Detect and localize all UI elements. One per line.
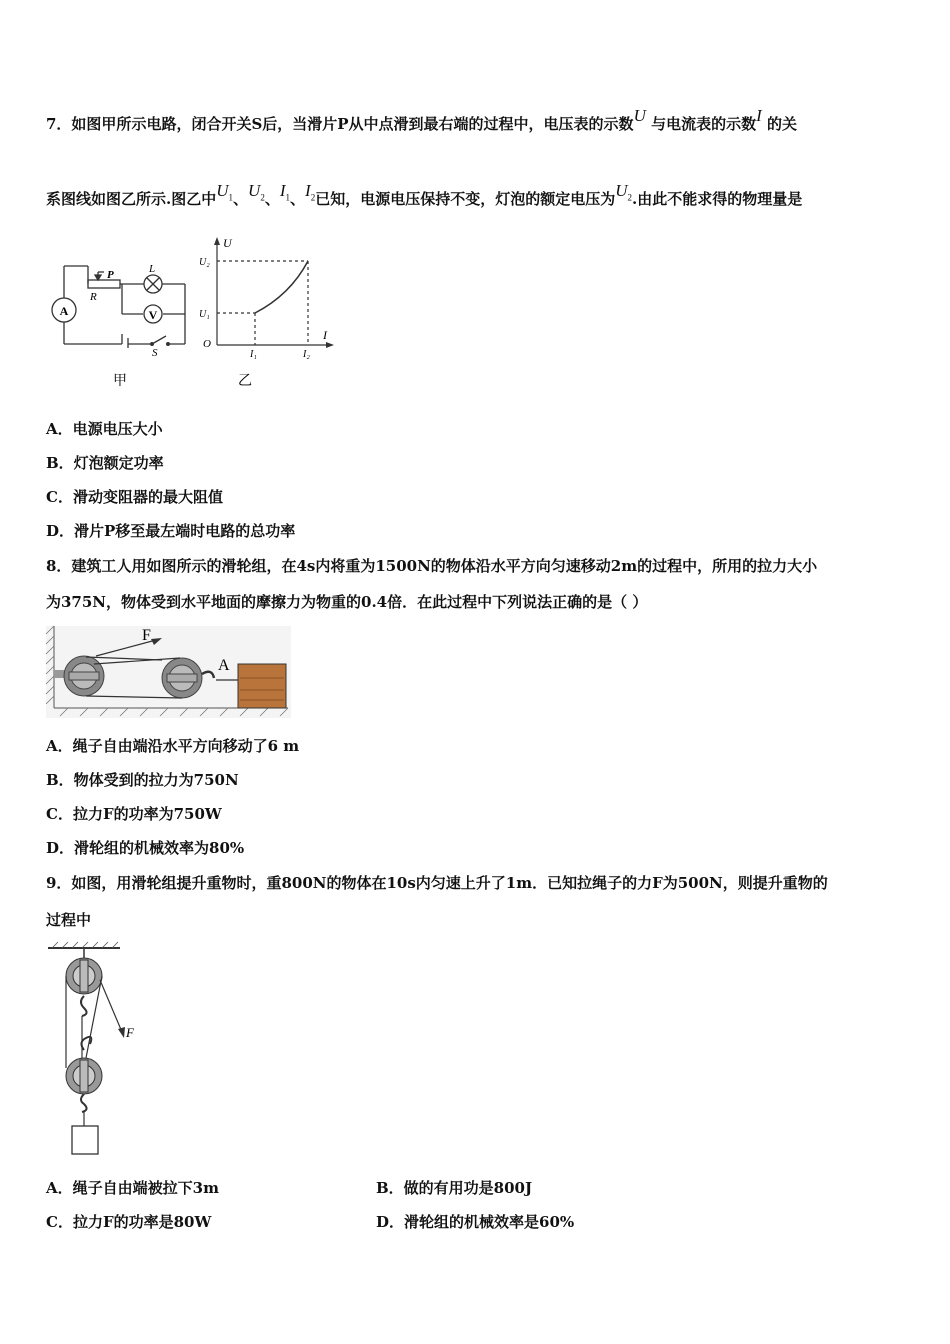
vertical-pulley-diagram (46, 940, 146, 1160)
circuit-diagram (40, 238, 200, 393)
q8-line-2: 为375N，物体受到水平地面的摩擦力为物重的0.4倍．在此过程中下列说法正确的是（ ） (46, 593, 648, 611)
axis-i-label: I (323, 328, 327, 342)
q8-option-a: A．绳子自由端沿水平方向移动了6 m (46, 737, 300, 755)
q7-text: 系图线如图乙所示.图乙中 (46, 190, 217, 208)
switch-label: S (152, 347, 158, 359)
q9-option-b: B．做的有用功是800J (376, 1179, 533, 1197)
q7-text: 已知，电源电压保持不变，灯泡的额定电压为 (315, 190, 616, 208)
tick-u2: U₂ (199, 257, 210, 268)
q8-option-c: C．拉力F的功率为750W (46, 805, 222, 823)
q7-line-2 (46, 181, 803, 215)
tick-u1: U₁ (199, 309, 210, 320)
math-var-u: U (633, 106, 646, 125)
q9-option-d: D．滑轮组的机械效率是60% (376, 1213, 575, 1231)
q7-option-d: D．滑片P移至最左端时电路的总功率 (46, 522, 296, 540)
q7-option-b: B．灯泡额定功率 (46, 454, 164, 472)
q7-text: 7．如图甲所示电路，闭合开关S后，当滑片P从中点滑到最右端的过程中，电压表的示数 (46, 115, 634, 133)
q9-option-c: C．拉力F的功率是80W (46, 1213, 212, 1231)
rheostat-label: R (90, 291, 97, 303)
ui-graph (195, 233, 340, 393)
math-var-i2: $I_2$ (305, 181, 316, 203)
q7-text: 的关 (767, 115, 798, 133)
figure-caption-yi: 乙 (238, 374, 252, 389)
force-label: F (126, 1025, 134, 1040)
q9-line-1: 9．如图，用滑轮组提升重物时，重800N的物体在10s内匀速上升了1m．已知拉绳子的力F为500N，则提升重物的 (46, 874, 828, 892)
tick-i2: I₂ (303, 349, 310, 360)
q9-line-2: 过程中 (46, 911, 92, 929)
figure-caption-jia: 甲 (113, 374, 127, 389)
math-var-i1: $I_1$ (279, 181, 290, 203)
q7-text: .由此不能求得的物理量是 (631, 190, 803, 208)
q7-option-a: A．电源电压大小 (46, 420, 163, 438)
q8-option-d: D．滑轮组的机械效率为80% (46, 839, 245, 857)
separator: 、 (264, 190, 280, 208)
q8-option-b: B．物体受到的拉力为750N (46, 771, 239, 789)
q9-option-a: A．绳子自由端被拉下3m (46, 1179, 219, 1197)
math-var-u2: $U_2$ (615, 181, 632, 203)
horizontal-pulley-diagram (46, 626, 291, 718)
math-var-i: I (756, 106, 762, 125)
math-var-u2: $U_2$ (248, 181, 265, 203)
voltmeter-label: V (148, 308, 158, 322)
slider-label: P (107, 269, 114, 281)
tick-i1: I₁ (250, 349, 257, 360)
origin-label: O (203, 338, 211, 350)
q7-line-1 (46, 106, 798, 134)
separator: 、 (233, 190, 249, 208)
math-var-u1: $U_1$ (216, 181, 234, 203)
q7-text: 与电流表的示数 (651, 115, 757, 133)
ammeter-label: A (59, 304, 69, 318)
block-label: A (218, 657, 230, 674)
lamp-label: L (149, 263, 156, 275)
q8-line-1: 8．建筑工人用如图所示的滑轮组，在4s内将重为1500N的物体沿水平方向匀速移动2m的过程中，所用的拉力大小 (46, 557, 818, 575)
force-label: F (142, 627, 151, 644)
axis-u-label: U (223, 236, 232, 250)
q7-option-c: C．滑动变阻器的最大阻值 (46, 488, 223, 506)
separator: 、 (290, 190, 306, 208)
